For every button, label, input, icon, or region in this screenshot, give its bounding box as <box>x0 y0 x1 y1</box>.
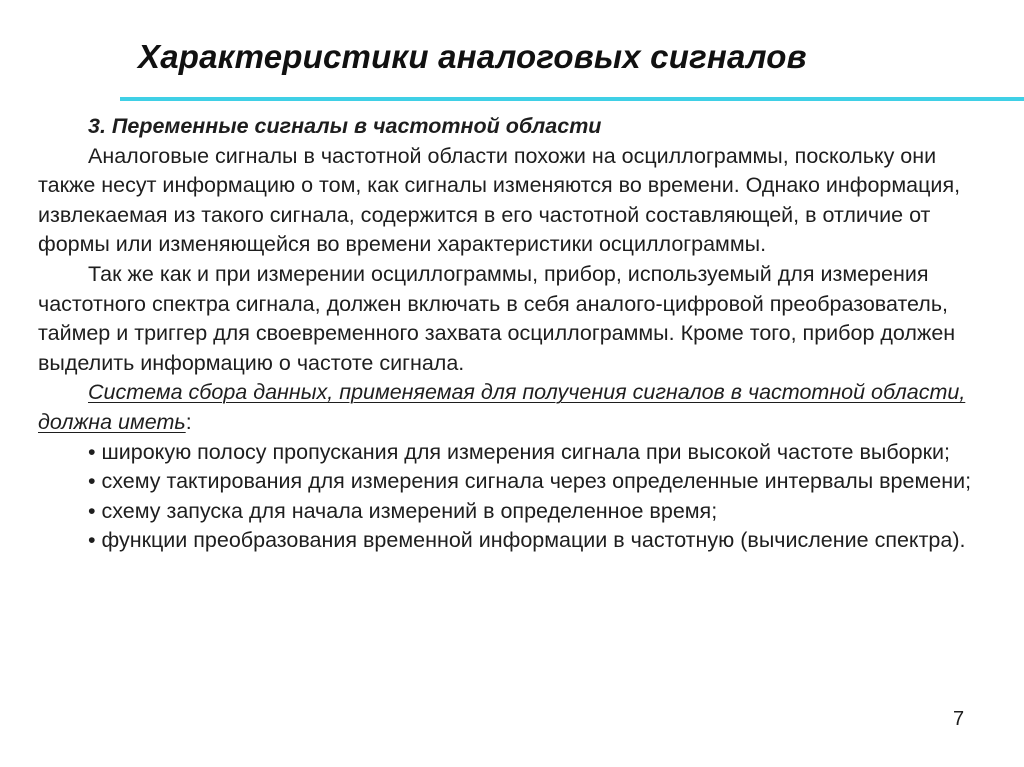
bullet-item <box>38 438 988 468</box>
paragraph-2 <box>38 260 988 378</box>
paragraph-1 <box>38 142 988 260</box>
requirements-colon: : <box>185 409 192 434</box>
title-divider <box>120 97 1024 101</box>
bullet-item-text: • функции преобразования временной информации в частотную (вычисление спектра). <box>88 528 966 553</box>
bullet-item-text: • схему запуска для начала измерений в определенное время; <box>88 498 718 523</box>
bullet-item-text: • широкую полосу пропускания для измерения сигнала при высокой частоте выборки; <box>88 439 950 464</box>
section-heading: 3. Переменные сигналы в частотной области <box>88 114 602 138</box>
slide-body <box>38 112 988 556</box>
paragraph-2-text: Так же как и при измерении осциллограммы, прибор, используемый для измерения частотного спектра сигнала, должен включать в себя аналого-цифровой преобразователь, таймер и триггер для своевременного захвата осциллограммы. Кроме того, прибор должен выделить информацию о частоте сигнала. <box>38 261 956 375</box>
requirements-intro-text: Система сбора данных, применяемая для получения сигналов в частотной области, должна иметь <box>38 380 966 434</box>
bullet-item <box>38 497 988 527</box>
requirements-intro <box>38 378 988 437</box>
bullet-item-text: • схему тактирования для измерения сигнала через определенные интервалы времени; <box>88 469 972 494</box>
slide-title: Характеристики аналоговых сигналов <box>138 38 807 75</box>
bullet-item <box>38 526 988 556</box>
bullet-item <box>38 467 988 497</box>
paragraph-1-text: Аналоговые сигналы в частотной области похожи на осциллограммы, поскольку они также несут информацию о том, как сигналы изменяются во времени. Однако информация, извлекаемая из такого сигнала, содержится в его частотной составляющей, в отличие от формы или изменяющейся во времени характеристики осциллограммы. <box>38 143 961 257</box>
page-number: 7 <box>953 708 965 730</box>
